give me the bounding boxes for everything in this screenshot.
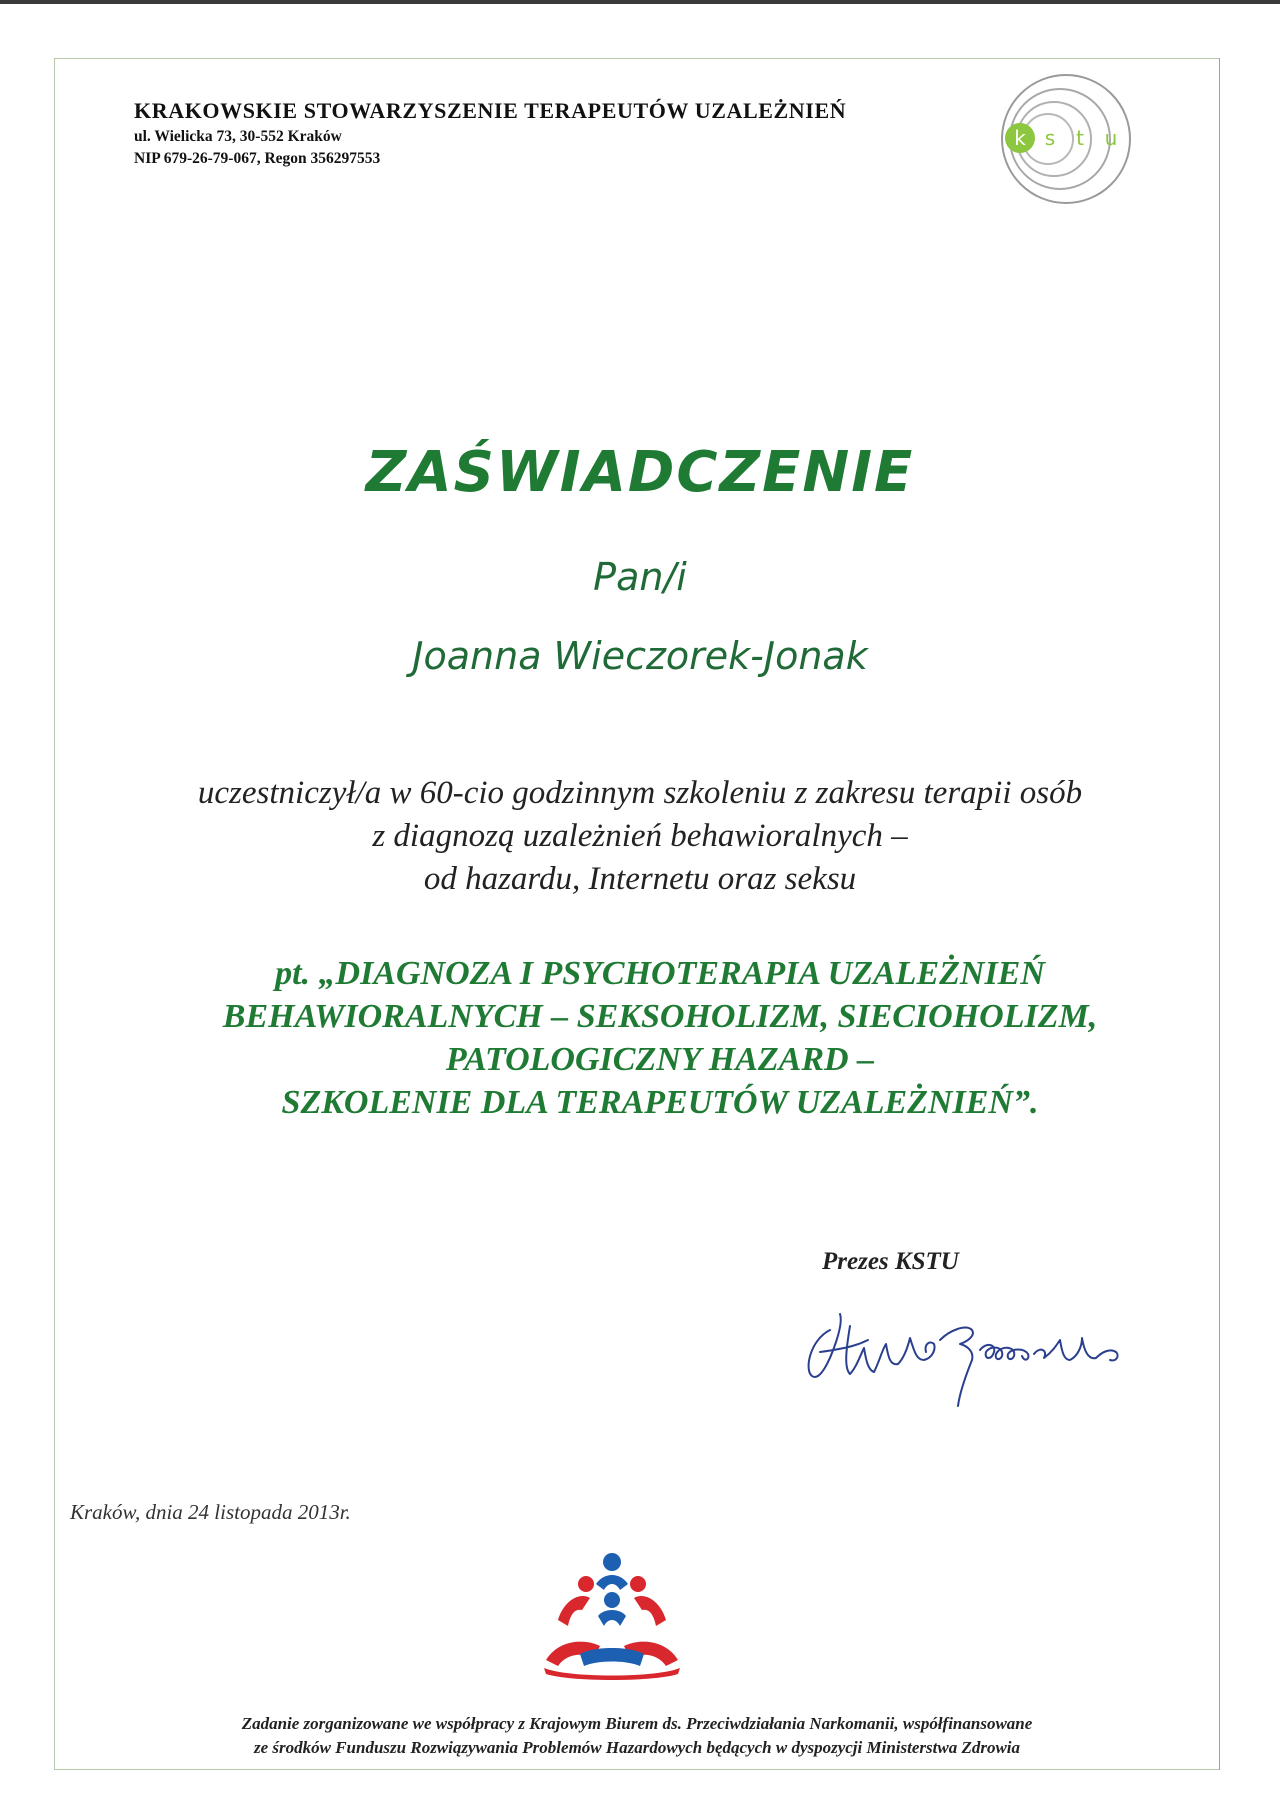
logo-letter-s: s — [1044, 126, 1056, 150]
certificate-title: ZAŚWIADCZENIE — [365, 440, 915, 505]
scan-edge — [0, 0, 1280, 4]
kstu-logo — [994, 70, 1132, 208]
course-line: SZKOLENIE DLA TERAPEUTÓW UZALEŻNIEŃ”. — [281, 1084, 1039, 1121]
recipient-name: Joanna Wieczorek-Jonak — [412, 634, 868, 678]
description-line: od hazardu, Internetu oraz seksu — [423, 861, 857, 897]
footer-line: Zadanie zorganizowane we współpracy z Krajowym Biurem ds. Przeciwdziałania Narkomanii, współfinansowane — [241, 1714, 1033, 1733]
frame-shadow — [1219, 58, 1220, 1770]
organization-name: KRAKOWSKIE STOWARZYSZENIE TERAPEUTÓW UZALEŻNIEŃ — [134, 98, 847, 123]
description-line: uczestniczył/a w 60-cio godzinnym szkoleniu z zakresu terapii osób — [197, 775, 1083, 811]
course-title — [0, 952, 1280, 1124]
footer-line: ze środków Funduszu Rozwiązywania Problemów Hazardowych będących w dyspozycji Ministerstwa Zdrowia — [253, 1738, 1021, 1757]
signature-label: Prezes KSTU — [822, 1248, 959, 1275]
handwritten-signature — [790, 1290, 1190, 1410]
place-and-date: Kraków, dnia 24 listopada 2013r. — [70, 1500, 351, 1524]
logo-letter-k: k — [1014, 126, 1026, 150]
course-line: BEHAWIORALNYCH – SEKSOHOLIZM, SIECIOHOLIZM, — [222, 998, 1098, 1035]
krajowe-biuro-emblem — [528, 1550, 696, 1680]
participation-description — [0, 772, 1280, 901]
course-line: pt. „DIAGNOZA I PSYCHOTERAPIA UZALEŻNIEŃ — [275, 955, 1045, 992]
organization-ids: NIP 679-26-79-067, Regon 356297553 — [134, 150, 381, 167]
salutation: Pan/i — [593, 555, 687, 599]
course-line: PATOLOGICZNY HAZARD – — [445, 1041, 875, 1078]
description-line: z diagnozą uzależnień behawioralnych – — [372, 818, 908, 854]
organization-header — [134, 98, 994, 168]
funding-note — [54, 1712, 1220, 1760]
logo-letter-u: u — [1104, 126, 1118, 150]
logo-letter-t: t — [1076, 126, 1084, 150]
organization-address: ul. Wielicka 73, 30-552 Kraków — [134, 128, 342, 145]
